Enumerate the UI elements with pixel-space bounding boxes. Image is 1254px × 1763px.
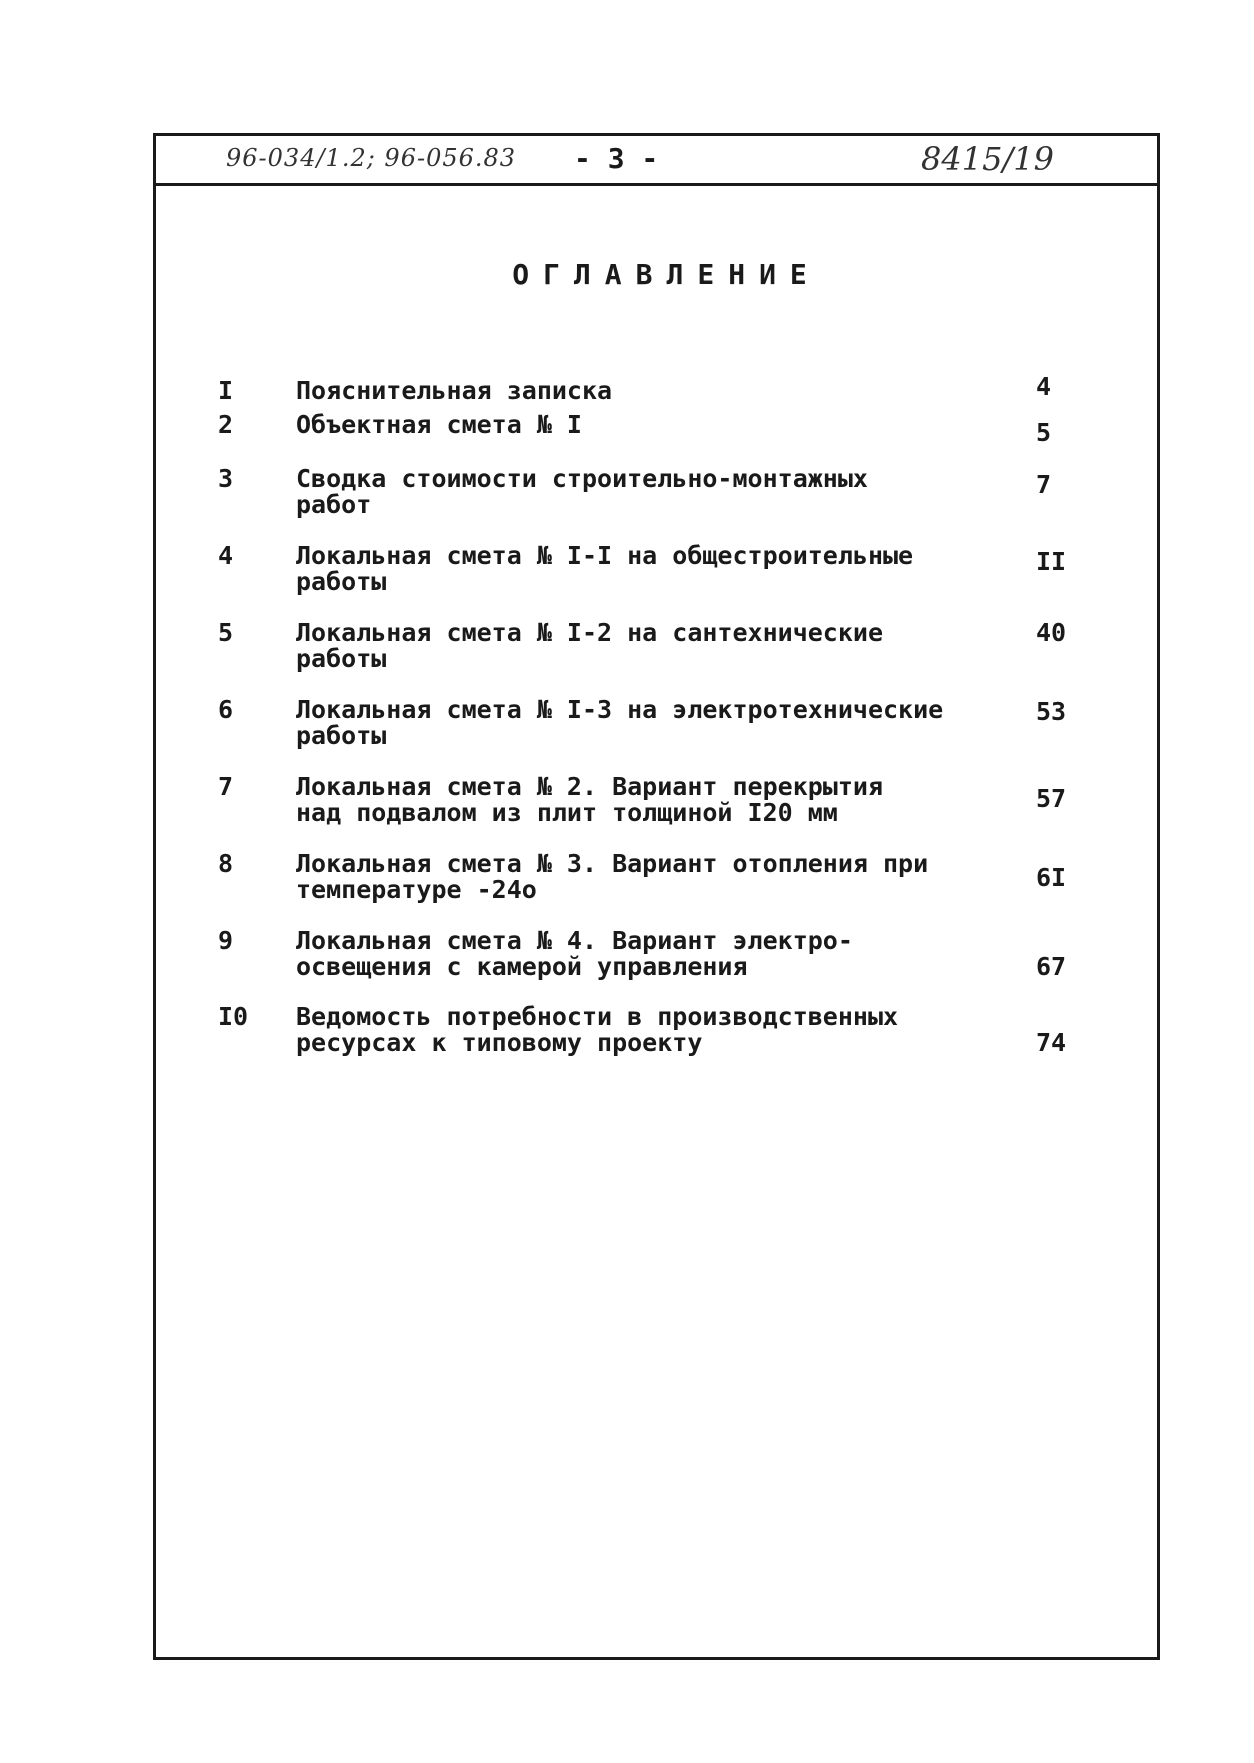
toc-entry-number: 4 — [218, 541, 234, 570]
toc-entry-number: 7 — [218, 772, 234, 801]
toc-entry-title: Локальная смета № I-I на общестроительные работы — [296, 541, 914, 596]
page-frame — [153, 133, 1160, 1660]
toc-entry-number: 8 — [218, 849, 234, 878]
toc-entry-title: Объектная смета № I — [296, 410, 582, 439]
toc-entry-title: Пояснительная записка — [296, 376, 613, 405]
toc-entry-number: 9 — [218, 926, 234, 955]
toc-entry-title: Сводка стоимости строительно-монтажных работ — [296, 464, 868, 519]
toc-entry-page: II — [1036, 547, 1067, 576]
archive-number: 8415/19 — [921, 140, 1054, 178]
toc-entry-page: 6I — [1036, 863, 1067, 892]
toc-entry-title: Локальная смета № 4. Вариант электро- освещения с камерой управления — [296, 926, 853, 981]
toc-entry-page: 7 — [1036, 470, 1052, 499]
toc-entry-number: 3 — [218, 464, 234, 493]
toc-entry-page: 53 — [1036, 697, 1067, 726]
toc-entry-number: I — [218, 376, 234, 405]
toc-entry-title: Локальная смета № 2. Вариант перекрытия над подвалом из плит толщиной I20 мм — [296, 772, 883, 827]
toc-entry-number: I0 — [218, 1002, 249, 1031]
toc-entry-title: Локальная смета № 3. Вариант отопления при температуре -24о — [296, 849, 929, 904]
toc-entry-title: Ведомость потребности в производственных ресурсах к типовому проекту — [296, 1002, 899, 1057]
toc-entry-title: Локальная смета № I-3 на электротехнические работы — [296, 695, 944, 750]
page-title: ОГЛАВЛЕНИЕ — [512, 258, 821, 291]
toc-entry-page: 4 — [1036, 372, 1052, 401]
toc-entry-number: 6 — [218, 695, 234, 724]
toc-entry-number: 2 — [218, 410, 234, 439]
title-block — [156, 136, 1157, 186]
toc-entry-title: Локальная смета № I-2 на сантехнические работы — [296, 618, 883, 673]
page-number: - 3 - — [574, 142, 659, 175]
toc-entry-page: 74 — [1036, 1028, 1067, 1057]
toc-entry-page: 57 — [1036, 784, 1067, 813]
toc-entry-page: 40 — [1036, 618, 1067, 647]
toc-entry-page: 5 — [1036, 418, 1052, 447]
document-code: 96-034/1.2; 96-056.83 — [226, 144, 517, 172]
toc-entry-page: 67 — [1036, 952, 1067, 981]
toc-entry-number: 5 — [218, 618, 234, 647]
